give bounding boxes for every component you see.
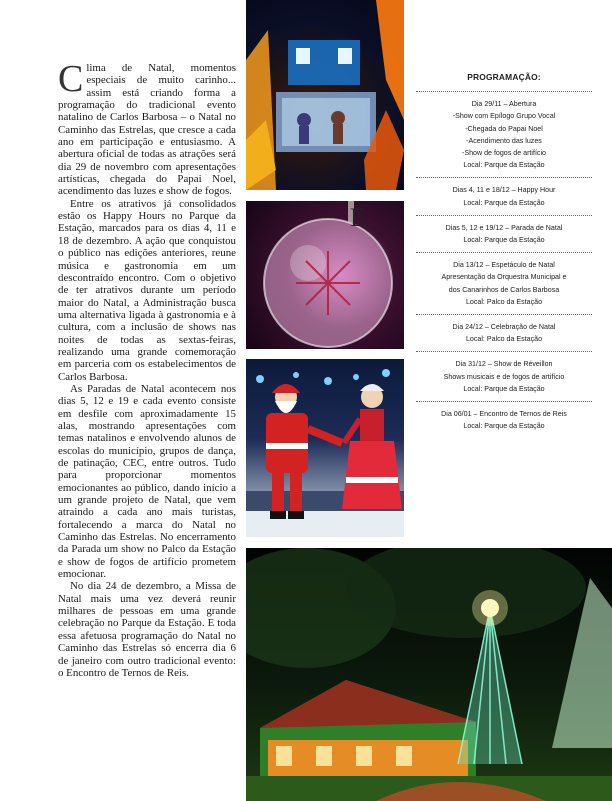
lit-house-illustration	[246, 0, 404, 190]
drop-cap: C	[58, 58, 84, 100]
photo-christmas-ornament	[246, 201, 404, 349]
event-line: Dia 06/01 – Encontro de Ternos de Reis	[441, 410, 567, 419]
event-line: Dia 31/12 – Show de Réveillon	[455, 360, 553, 369]
event-line: Dias 5, 12 e 19/12 – Parada de Natal	[445, 223, 563, 232]
event-line: Dia 13/12 – Espetáculo de Natal	[453, 261, 555, 270]
event-line: -Show de fogos de artifício	[462, 149, 546, 158]
photo-night-christmas-lights	[246, 548, 612, 801]
event-line: Apresentação da Orquestra Municipal e	[441, 273, 567, 282]
event-item	[416, 259, 592, 308]
event-item	[416, 321, 592, 345]
divider	[416, 351, 592, 352]
event-item	[416, 184, 592, 208]
ornament-letter: E	[350, 203, 366, 232]
paragraph-text: lima de Natal, momentos especiais de muito carinho... assim está criando forma a programação do tradicional evento natalino de Carlos Barbosa – o Natal no Caminho das Estrelas, que cresce a cada ano em participação e entusiasmo. A abertura oficial de todas as atrações será dia 29 de novembro com apresentações artísticas, chegada do Papai Noel, acendimento das luzes e show de fogos.	[58, 62, 236, 198]
event-line: Local: Parque da Estação	[463, 236, 545, 245]
divider	[416, 215, 592, 216]
article-paragraph-2: Entre os atrativos já consolidados estão os Happy Hours no Parque da Estação, marcados para os dias 4, 11 e 18 de dezembro. A ação que conquistou o público nas edições anteriores, reune música e gastronomia em um descontraído encontro. Com o objetivo de ter atrativos durante um período maior do Natal, a Administração busca uma alternativa ligada à gastronomia e à cultura, com a inclusão de shows nas noites de todas as sextas-feiras, realizando uma grande comemoração em parceria com os estabelecimentos de Carlos Barbosa.	[58, 197, 236, 383]
event-line: Local: Parque da Estação	[463, 422, 545, 431]
event-line: Local: Parque da Estação	[463, 384, 545, 393]
divider	[416, 314, 592, 315]
programacao-box	[416, 71, 592, 432]
event-line: Local: Palco da Estação	[465, 335, 543, 344]
article-paragraph-3: As Paradas de Natal acontecem nos dias 5, 12 e 19 e cada evento consiste em desfile com aproximadamente 15 alas, mostrando apresentações com temas natalinos e envolvendo alunos de escolas do município, grupos de dança, de patinação, CEC, entre outros. Tudo para proporcionar momentos emocionantes ao público, dando início a um grande projeto de Natal, que vem atraindo a cada ano mais turistas, fortalecendo a marca do Natal no Caminho das Estrelas. No encerramento da Parada um show no Palco da Estação e show de fogos de artifício prometem emocionar.	[58, 382, 236, 581]
event-line: Local: Parque da Estação	[463, 161, 545, 170]
article-paragraph-1	[58, 58, 236, 198]
event-line: Local: Parque da Estação	[463, 198, 545, 207]
divider	[416, 252, 592, 253]
divider	[416, 401, 592, 402]
event-item	[416, 222, 592, 246]
event-line: Dias 4, 11 e 18/12 – Happy Hour	[452, 186, 556, 195]
event-line: -Show com Epílogo Grupo Vocal	[452, 112, 556, 121]
event-line: -Acendimento das luzes	[466, 136, 542, 145]
event-line: Shows musicais e de fogos de artifício	[443, 372, 565, 381]
event-line: Local: Palco da Estação	[465, 297, 543, 306]
night-scene-illustration	[246, 548, 612, 801]
photo-lit-house	[246, 0, 404, 190]
event-line: dos Canarinhos de Carlos Barbosa	[448, 285, 560, 294]
event-line: Dia 29/11 – Abertura	[471, 100, 537, 109]
santa-illustration	[246, 359, 404, 537]
divider	[416, 91, 592, 92]
event-line: Dia 24/12 – Celebração de Natal	[452, 323, 556, 332]
programacao-title: PROGRAMAÇÃO:	[467, 72, 541, 82]
event-item	[416, 358, 592, 395]
event-item	[416, 98, 592, 171]
article-paragraph-4: No dia 24 de dezembro, a Missa de Natal mais uma vez deverá reunir milhares de pessoas em uma grande celebração no Parque da Estação. E toda essa afetuosa programação do Natal no Caminho das Estrelas só encerra dia 6 de janeiro com outro tradicional evento: o Encontro de Ternos de Reis.	[58, 580, 236, 679]
photo-santa-claus	[246, 359, 404, 537]
event-line: -Chegada do Papai Noel	[465, 124, 543, 133]
divider	[416, 177, 592, 178]
ornament-illustration	[246, 201, 404, 349]
article-body	[58, 58, 236, 679]
event-item	[416, 408, 592, 432]
